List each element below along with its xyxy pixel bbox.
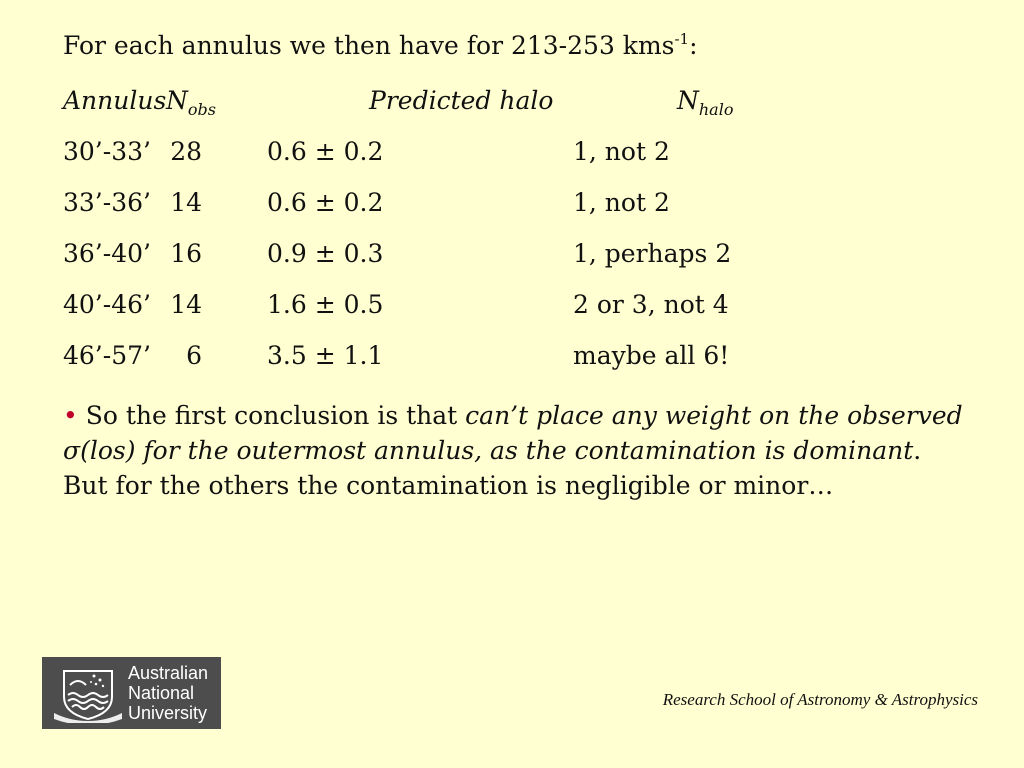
conclusion-text-italic: can’t place any weight on the observed σ(los) for the outermost annulus, as the contamination is dominant — [63, 401, 963, 465]
footer-school-name: Research School of Astronomy & Astrophysics — [662, 690, 978, 709]
logo-wordmark — [128, 663, 208, 723]
table-cell-nhalo: 1, perhaps 2 — [573, 239, 732, 268]
bullet-icon: • — [63, 401, 78, 430]
table-cell-predicted: 0.9 ± 0.3 — [267, 239, 384, 268]
table-cell-nobs: 14 — [170, 290, 202, 319]
conclusion-text-plain: So the first conclusion is that — [77, 401, 466, 430]
conclusion-text-tail: . But for the others the contamination is negligible or minor… — [63, 436, 922, 500]
table-cell-nhalo: maybe all 6! — [573, 341, 730, 370]
table-cell-predicted: 0.6 ± 0.2 — [267, 188, 384, 217]
table-cell-annulus: 36’-40’ — [63, 239, 151, 268]
table-cell-annulus: 33’-36’ — [63, 188, 151, 217]
logo-line: Australian — [128, 663, 209, 683]
table-cell-nobs: 6 — [186, 341, 202, 370]
intro-text: For each annulus we then have for 213-253 kms — [63, 31, 675, 60]
annulus-table — [63, 0, 963, 400]
table-cell-nobs: 28 — [170, 137, 202, 166]
anu-logo — [42, 657, 221, 729]
logo-line: University — [128, 703, 208, 723]
table-cell-predicted: 0.6 ± 0.2 — [267, 137, 384, 166]
table-cell-annulus: 40’-46’ — [63, 290, 151, 319]
header-predicted-halo: Predicted halo — [369, 86, 554, 115]
header-nobs: $N_{obs}$ — [166, 86, 216, 119]
table-cell-nhalo: 1, not 2 — [573, 137, 670, 166]
anu-crest-icon — [50, 663, 126, 723]
table-cell-annulus: 30’-33’ — [63, 137, 151, 166]
conclusion-paragraph — [63, 398, 963, 503]
table-cell-nhalo: 2 or 3, not 4 — [573, 290, 729, 319]
table-cell-nobs: 14 — [170, 188, 202, 217]
header-annulus: Annulus — [63, 86, 167, 115]
intro-tail: : — [689, 31, 698, 60]
table-cell-predicted: 1.6 ± 0.5 — [267, 290, 384, 319]
intro-superscript: -1 — [674, 30, 690, 48]
table-cell-nhalo: 1, not 2 — [573, 188, 670, 217]
table-cell-annulus: 46’-57’ — [63, 341, 151, 370]
logo-line: National — [128, 683, 195, 703]
table-cell-nobs: 16 — [170, 239, 202, 268]
table-cell-predicted: 3.5 ± 1.1 — [267, 341, 384, 370]
header-nhalo: $N_{halo}$ — [677, 86, 734, 119]
